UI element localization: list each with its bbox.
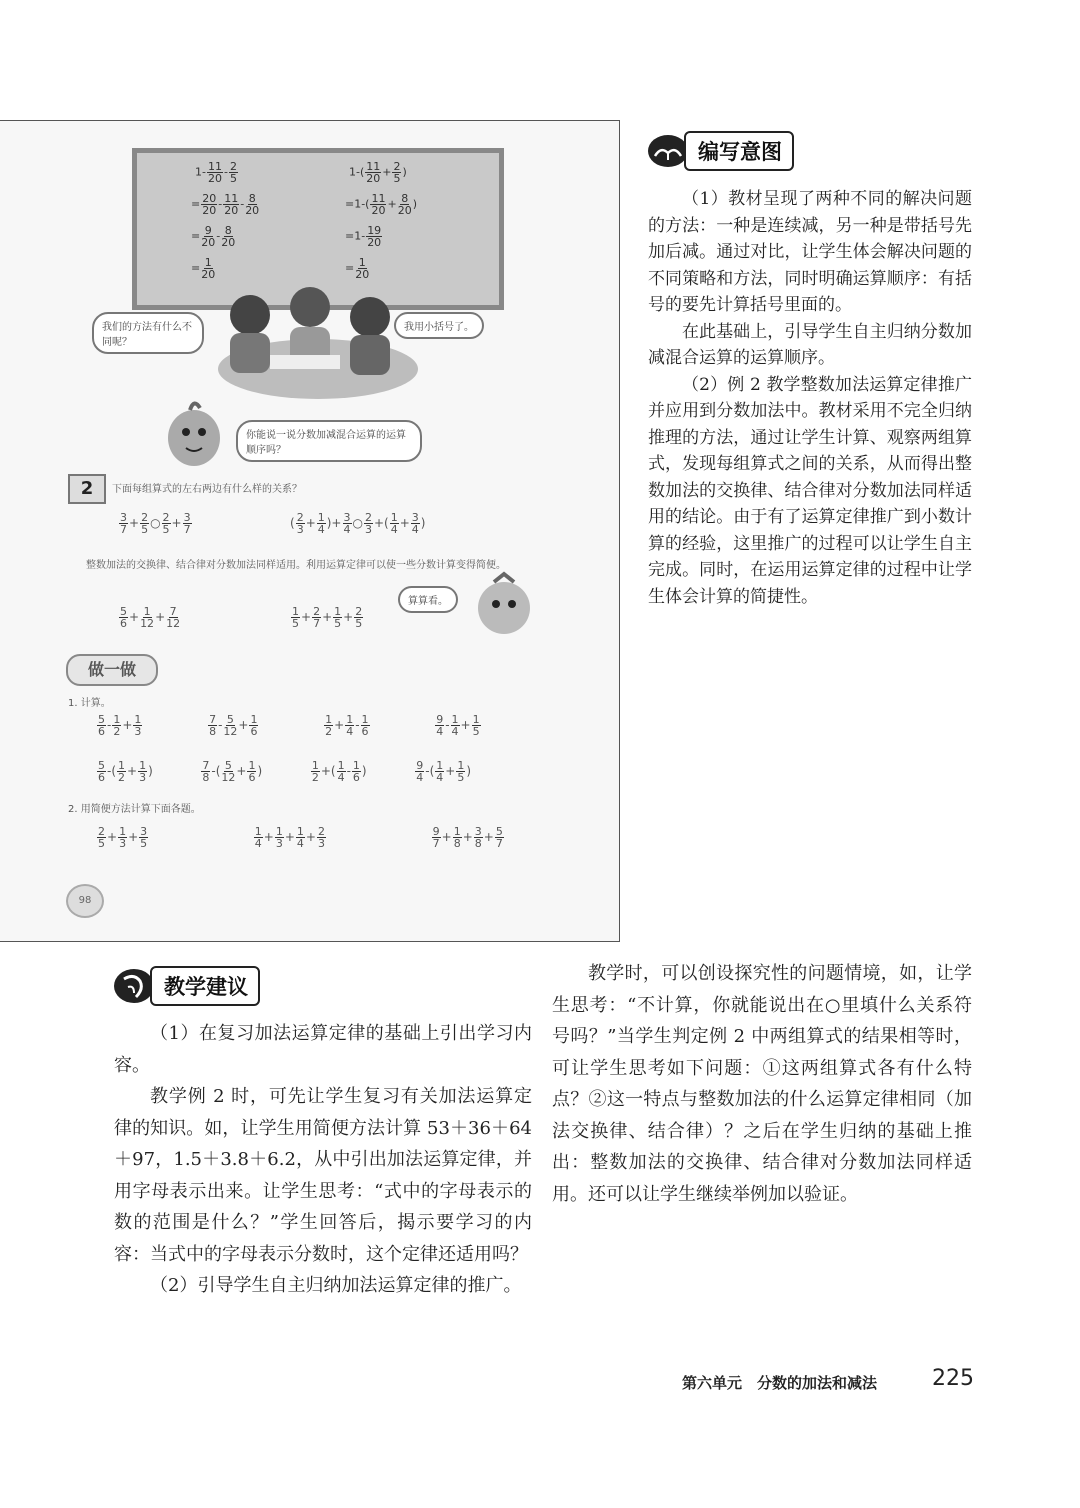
example-expression: $\frac{5}{6}$ + $\frac{1}{12}$ + $\frac{7}{12}$ (120, 605, 181, 630)
board-line: = $\frac{9}{20}$ - $\frac{8}{20}$ (191, 224, 236, 249)
speech-bubble: 你能说一说分数加减混合运算的运算顺序吗？ (236, 420, 422, 462)
board-line: 1- $\frac{11}{20}$ - $\frac{2}{5}$ (195, 160, 237, 185)
suggestion-paragraph: （2）引导学生自主归纳加法运算定律的推广。 (150, 1275, 522, 1296)
example-prompt: 下面每组算式的左右两边有什么样的关系？ (112, 484, 302, 495)
speech-bubble: 算算看。 (398, 586, 458, 613)
suggestion-heading-text: 教学建议 (164, 975, 248, 999)
page-number: 225 (932, 1366, 974, 1391)
sidebar-body (648, 186, 972, 610)
students-illustration (190, 285, 420, 405)
question-2: 2. 用简便方法计算下面各题。 (68, 804, 201, 815)
practice-row: $\frac{5}{6}$ -( $\frac{1}{2}$ + $\frac{1}{3}$ ) $\frac{7}{8}$ -( $\frac{5}{12}$ + $\frac{1}{6}$ ) $\frac{1}{2}$ +( $\frac{1}{4}$ - $\frac{1}{6}$ ) $\frac{9}{4}$ -( $\frac{1}{4}$ + $\frac{1}{5}$ ) (98, 759, 471, 784)
board-line: = $\frac{1}{20}$ (345, 256, 370, 281)
sidebar-paragraph: （1）教材呈现了两种不同的解决问题的方法：一种是连续减，另一种是带括号先加后减。通过对比，让学生体会解决问题的不同策略和方法，同时明确运算顺序：有括号的要先计算括号里面的。 (648, 189, 972, 315)
example-expression: $\frac{3}{7}$ + $\frac{2}{5}$ ○ $\frac{2}{5}$ + $\frac{3}{7}$ (120, 511, 191, 536)
mascot-illustration (160, 392, 230, 472)
mascot-illustration (470, 570, 540, 640)
board-line: =1-( $\frac{11}{20}$ + $\frac{8}{20}$ ) (345, 192, 417, 217)
practice-row: $\frac{2}{5}$ + $\frac{1}{3}$ + $\frac{3}{5}$ $\frac{1}{4}$ + $\frac{1}{3}$ + $\frac{1}{4}$ + $\frac{2}{3}$ $\frac{9}{7}$ + $\frac{1}{8}$ + $\frac{3}{8}$ + $\frac{5}{7}$ (98, 825, 503, 850)
example-text: 整数加法的交换律、结合律对分数加法同样适用。利用运算定律可以使一些分数计算变得简便。 (86, 560, 506, 571)
practice-row: $\frac{5}{6}$ - $\frac{1}{2}$ + $\frac{1}{3}$ $\frac{7}{8}$ - $\frac{5}{12}$ + $\frac{1}{6}$ $\frac{1}{2}$ + $\frac{1}{4}$ - $\frac{1}{6}$ $\frac{9}{4}$ - $\frac{1}{4}$ + $\frac{1}{5}$ (98, 713, 480, 738)
board-line: =1- $\frac{19}{20}$ (345, 224, 382, 249)
board-line: = $\frac{20}{20}$ - $\frac{11}{20}$ - $\frac{8}{20}$ (191, 192, 260, 217)
suggestion-right-column (552, 958, 972, 1210)
example-expression: $\frac{1}{5}$ + $\frac{2}{7}$ + $\frac{1}{5}$ + $\frac{2}{5}$ (292, 605, 363, 630)
suggestion-paragraph: 教学例 2 时，可先让学生复习有关加法运算定律的知识。如，让学生用简便方法计算 53＋36＋64＋97，1.5＋3.8＋6.2，从中引出加法运算定律，并用字母表示出来。让学生思考：“式中的字母表示的数的范围是什么？”学生回答后，揭示要学习的内容：当式中的字母表示分数时，这个定律还适用吗？ (114, 1086, 532, 1265)
speech-bubble: 我用小括号了。 (394, 312, 484, 339)
board-line: = $\frac{1}{20}$ (191, 256, 216, 281)
sidebar-paragraph: （2）例 2 教学整数加法运算定律推广并应用到分数加法中。教材采用不完全归纳推理的方法，通过让学生计算、观察两组算式，发现每组算式之间的关系，从而得出整数加法的交换律、结合律对分数加法同样适用的结论。由于有了运算定律推广到小数计算的经验，这里推广的过程可以让学生自主完成。同时，在运用运算定律的过程中让学生体会计算的简捷性。 (648, 374, 972, 607)
suggestion-left-column (114, 1018, 532, 1302)
practice-tag: 做一做 (66, 654, 158, 686)
suggestion-paragraph: 教学时，可以创设探究性的问题情境，如，让学生思考：“不计算，你就能说出在○里填什么关系符号吗？”当学生判定例 2 中两组算式的结果相等时，可让学生思考如下问题：①这两组算式各有什么特点？②这一特点与整数加法的什么运算定律相同（加法交换律、结合律）？之后在学生归纳的基础上推出：整数加法的交换律、结合律对分数加法同样适用。还可以让学生继续举例加以验证。 (552, 963, 972, 1205)
example-number-box: 2 (68, 474, 106, 504)
board-line: 1-( $\frac{11}{20}$ + $\frac{2}{5}$ ) (349, 160, 407, 185)
suggestion-heading (112, 966, 260, 1006)
sidebar-heading (646, 131, 794, 171)
page-badge: 98 (66, 884, 104, 918)
sidebar-heading-text: 编写意图 (698, 140, 782, 164)
speech-bubble: 我们的方法有什么不同呢？ (92, 312, 204, 354)
example-expression: ( $\frac{2}{3}$ + $\frac{1}{4}$ )+ $\frac{3}{4}$ ○ $\frac{2}{3}$ +( $\frac{1}{4}$ + $\frac{3}{4}$ ) (290, 511, 426, 536)
suggestion-paragraph: （1）在复习加法运算定律的基础上引出学习内容。 (114, 1023, 532, 1076)
footer-unit-title: 第六单元 分数的加法和减法 (682, 1374, 878, 1392)
question-1: 1. 计算。 (68, 698, 111, 709)
sidebar-paragraph: 在此基础上，引导学生自主归纳分数加减混合运算的运算顺序。 (648, 321, 972, 368)
